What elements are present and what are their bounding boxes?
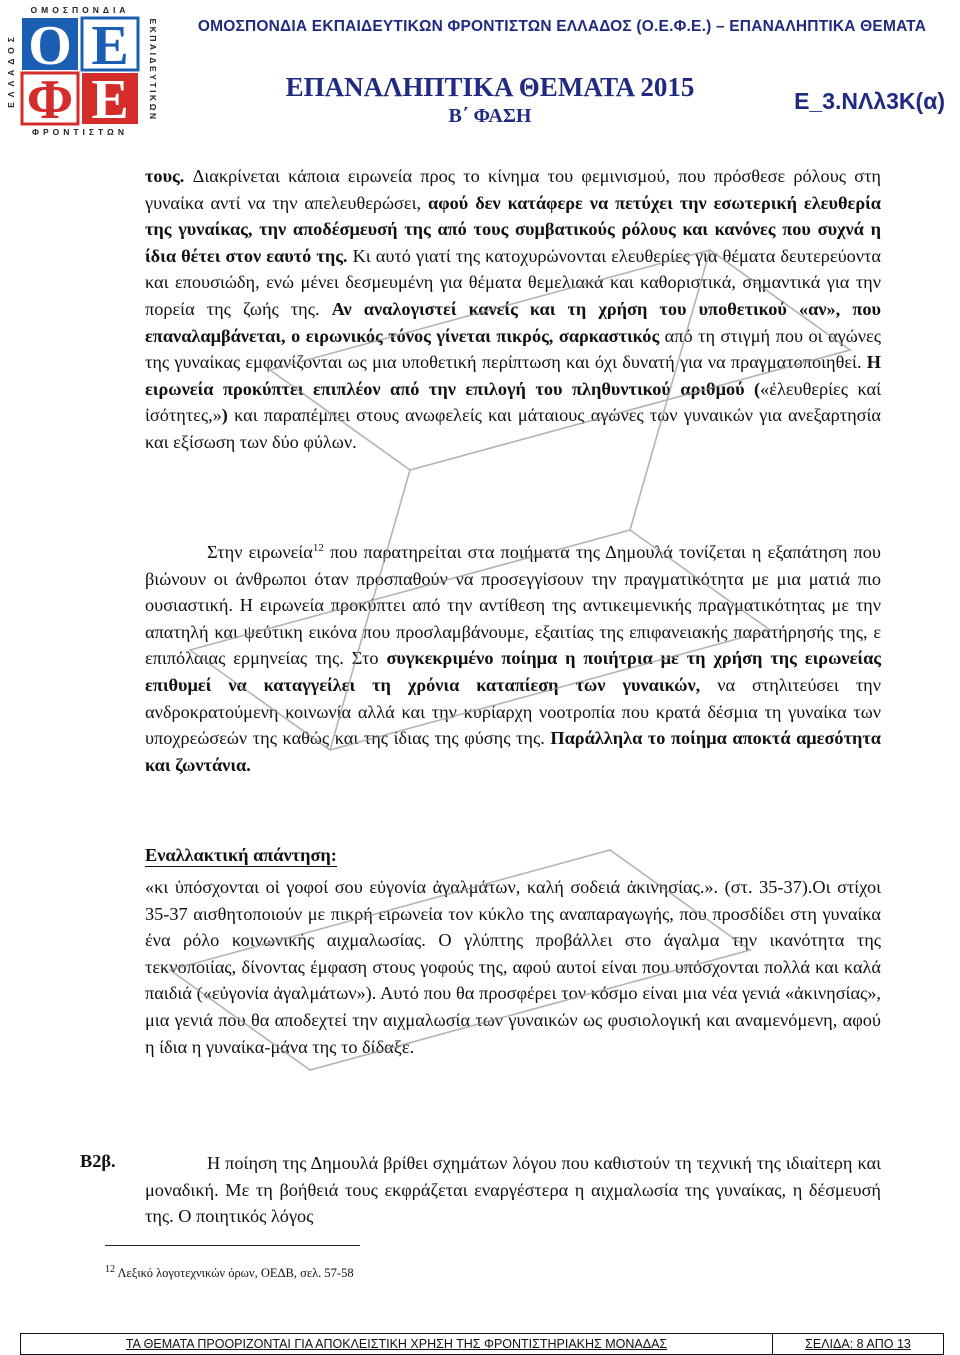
exam-code: Ε_3.ΝΛλ3Κ(α)	[794, 88, 945, 114]
text-run: και παραπέμπει στους ανωφελείς και μάταιους αγώνες των γυναικών για ανεξαρτησία και εξίσωση των δύο φύλων.	[145, 405, 881, 452]
exam-title: ΕΠΑΝΑΛΗΠΤΙΚΑ ΘΕΜΑΤΑ 2015	[285, 72, 695, 102]
bold-run: συγκεκριμένο ποίημα η ποιήτρια με τη χρήση της ειρωνείας επιθυμεί να καταγγείλει τη χρόνια καταπίεση των γυναικών,	[145, 648, 881, 695]
text-run: που παρατηρείται στα ποιήματα της Δημουλά τονίζεται η εξαπάτηση που βιώνουν οι άνθρωποι όταν προσπαθούν να προσεγγίσουν την πραγματικότητα με μια ματιά πιο ουσιαστική. Η ειρωνεία προκύπτει από την αντίθεση της αντικειμενικής πραγματικότητας με την απατηλή και ψεύτικη εικόνα που προσλαμβάνουμε, εξαιτίας της επιφανειακής παρατήρησής της, ε επιπόλαιας ερμηνείας της. Στο	[145, 542, 881, 669]
logo-letter-1: Ο	[28, 15, 72, 77]
bold-run: Παράλληλα το ποίημα αποκτά αμεσότητα και ζωντάνια.	[145, 728, 882, 775]
footnote-ref: 12	[312, 541, 324, 554]
bold-run: Η ειρωνεία προκύπτει επιπλέον από την επιλογή του πληθυντικού αριθμού (	[145, 352, 881, 399]
alternative-answer-heading: Εναλλακτική απάντηση:	[145, 845, 337, 865]
page-number: ΣΕΛΙΔΑ: 8 ΑΠΟ 13	[805, 1337, 911, 1351]
bold-run: Αν αναλογιστεί κανείς και τη χρήση του υποθετικού «αν», που επαναλαμβάνεται, ο ειρωνικός τόνος γίνεται πικρός, σαρκαστικός	[145, 298, 881, 346]
logo-letter-4: Ε	[91, 69, 129, 131]
org-title: ΟΜΟΣΠΟΝΔΙΑ ΕΚΠΑΙΔΕΥΤΙΚΩΝ ΦΡΟΝΤΙΣΤΩΝ ΕΛΛΑΔΟΣ (Ο.Ε.Φ.Ε.) – ΕΠΑΝΑΛΗΠΤΙΚΑ ΘΕΜΑΤΑ	[197, 18, 927, 35]
logo-text-bottom: ΦΡΟΝΤΙΣΤΩΝ	[31, 127, 129, 137]
page-footer	[20, 1333, 944, 1355]
footnote-number: 12	[105, 1263, 115, 1275]
logo-letter-3: Φ	[26, 69, 74, 131]
logo-letter-2: Ε	[91, 15, 129, 77]
text-run: να στηλιτεύσει την ανδροκρατούμενη κοινωνία αλλά και την κυρίαρχη νοοτροπία που κρατά δέσμια τη γυναίκα των υποχρεώσεών της καθώς και της ίδιας της φύσης της.	[145, 674, 881, 749]
paragraph-irony-feminism	[145, 163, 881, 456]
footnote-rule	[105, 1245, 360, 1246]
paragraph-b2b: Η ποίηση της Δημουλά βρίθει σχημάτων λόγου που καθιστούν τη τεχνική της ιδιαίτερη και μοναδική. Με τη βοήθειά τους εκφράζεται εναργέστερα η αιχμαλωσία της γυναίκας, η δέσμευσή της. Ο ποιητικός λόγος	[145, 1153, 881, 1227]
text-run: «ἐλευθερίες καί ἰσότητες,»	[145, 378, 881, 426]
oefe-logo	[4, 2, 156, 138]
paragraph-irony-dimoula	[145, 539, 881, 778]
bold-run: )	[221, 405, 228, 426]
exam-phase: Β΄ ΦΑΣΗ	[448, 105, 532, 127]
logo-text-top: ΟΜΟΣΠΟΝΔΙΑ	[30, 5, 130, 15]
paragraph-alternative-answer	[145, 874, 881, 1060]
logo-text-right: ΕΚΠΑΙΔΕΥΤΙΚΩΝ	[148, 18, 158, 122]
bold-run: αφού δεν κατάφερε να πετύχει την εσωτερική ελευθερία της γυναίκας, την αποδέσμευσή της από τους συμβατικούς ρόλους και κανόνες που συχνά η ίδια θέτει στον εαυτό της.	[145, 192, 881, 266]
bold-run: τους.	[145, 166, 193, 186]
text-run: «κι ὑπόσχονται οἱ γοφοί σου εὐγονία ἀγαλμάτων, καλή σοδειά ἀκινησίας.». (στ. 35-37).Οι στίχοι 35-37 αισθητοποιούν με πικρή ειρωνεία τον κύκλο της αναπαραγωγής, που προσδίδει στη γυναίκα ένα ρόλο κοινωνικής αιχμαλωσίας. Ο γλύπτης προβάλλει στο άγαλμα την ικανότητα της τεκνοποιίας, δίνοντας έμφαση στους γοφούς της, αφού αυτοί είναι που υπόσχονται πολλά και καλά παιδιά («εὐγονία ἀγαλμάτων»). Αυτό που θα προσφέρει τον κόσμο είναι μια νέα γενιά «ἀκινησίας», μια γενιά που θα αποδεχτεί την αιχμαλωσία των γυναικών ως φυσιολογική και αναμενόμενη, αφού η ίδια η γυναίκα-μάνα της το δίδαξε.	[145, 877, 881, 1057]
logo-text-left: ΕΛΛΑΔΟΣ	[6, 32, 16, 108]
footer-notice: ΤΑ ΘΕΜΑΤΑ ΠΡΟΟΡΙΖΟΝΤΑΙ ΓΙΑ ΑΠΟΚΛΕΙΣΤΙΚΗ ΧΡΗΣΗ ΤΗΣ ΦΡΟΝΤΙΣΤΗΡΙΑΚΗΣ ΜΟΝΑΔΑΣ	[21, 1334, 773, 1354]
text-run: Στην ειρωνεία	[207, 542, 313, 562]
text-run: Κι αυτό γιατί της κατοχυρώνονται ελευθερίες για θέματα δευτερεύοντα και επουσιώδη, ενώ μένει δεσμευμένη για θέματα θεμελιακά και καθοριστικά, σημαντικά για την πορεία της ζωής της.	[145, 245, 881, 319]
text-run: από τη στιγμή που οι αγώνες της γυναίκας εμφανίζονται ως μια υποθετική περίπτωση και όχι δυνατή για να πραγματοποιηθεί.	[145, 325, 881, 373]
question-label-b2b: Β2β.	[80, 1151, 116, 1171]
footnote	[105, 1263, 354, 1281]
text-run: Διακρίνεται κάποια ειρωνεία προς το κίνημα του φεμινισμού, που πρόσθεσε ρόλους στη γυναίκα αντί να την απελευθερώσει,	[145, 166, 881, 213]
footnote-text: Λεξικό λογοτεχνικών όρων, ΟΕΔΒ, σελ. 57-58	[117, 1266, 354, 1280]
